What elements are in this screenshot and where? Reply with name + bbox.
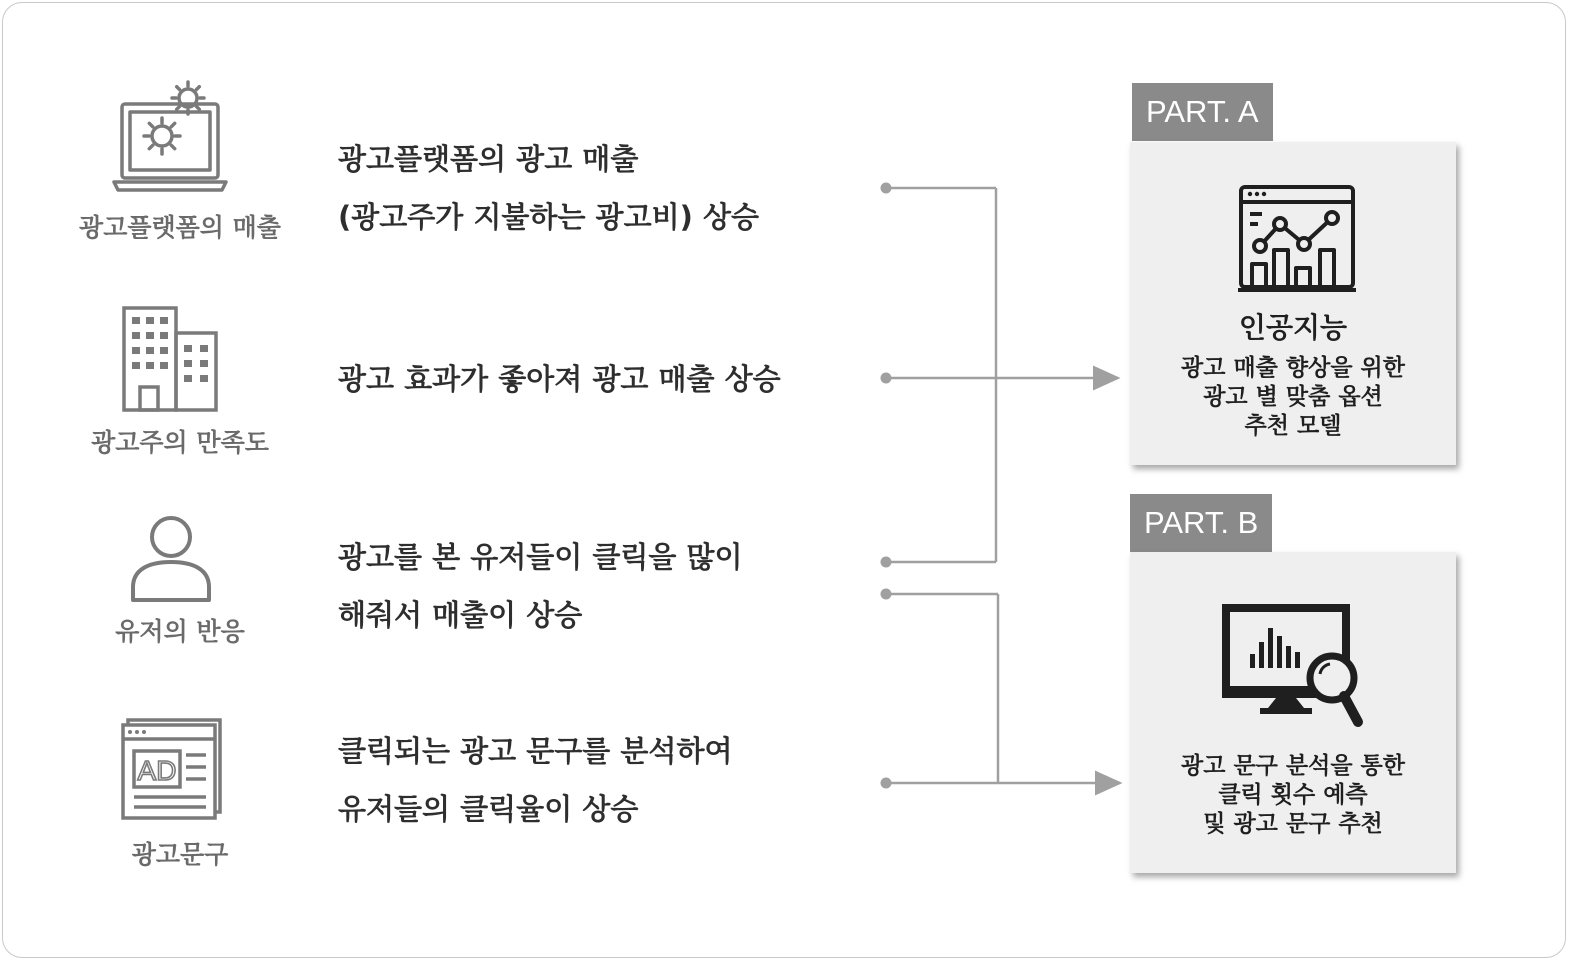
part-a-line: 추천 모델 (1244, 413, 1342, 439)
part-b-tab: PART. B (1130, 494, 1272, 552)
part-b-box (1130, 552, 1456, 873)
connector-dot (881, 373, 892, 384)
connector-dot (881, 557, 892, 568)
part-a-box (1130, 142, 1456, 465)
desc-line: 광고 효과가 좋아져 광고 매출 상승 (338, 362, 781, 396)
connector-dot (881, 778, 892, 789)
label-platform-revenue: 광고플랫폼의 매출 (79, 213, 281, 242)
part-b-description (1130, 752, 1456, 839)
connector-dot (881, 589, 892, 600)
part-a-line: 광고 매출 향상을 위한 (1181, 355, 1405, 381)
part-a-title: 인공지능 (1238, 311, 1348, 344)
desc-platform-revenue (338, 130, 759, 246)
connector-dot (881, 183, 892, 194)
desc-line: 유저들의 클릭율이 상승 (338, 792, 639, 826)
building-icon (120, 305, 220, 413)
desc-line: (광고주가 지불하는 광고비) 상승 (338, 200, 759, 234)
part-b-line: 및 광고 문구 추천 (1203, 811, 1383, 837)
label-user-reaction: 유저의 반응 (115, 617, 245, 646)
desc-line: 해줘서 매출이 상승 (338, 598, 583, 632)
svg-text:AD: AD (137, 755, 177, 786)
analytics-dashboard-icon (1238, 184, 1356, 294)
desc-line: 광고를 본 유저들이 클릭을 많이 (338, 540, 743, 574)
part-b-line: 클릭 횟수 예측 (1218, 782, 1368, 808)
ad-document-icon (120, 717, 224, 821)
desc-advertiser-satisfaction (338, 350, 781, 408)
label-ad-copy: 광고문구 (131, 840, 229, 869)
desc-user-reaction (338, 528, 743, 644)
desc-ad-copy (338, 722, 732, 838)
part-a-description (1130, 354, 1456, 441)
desc-line: 광고플랫폼의 광고 매출 (338, 142, 639, 176)
part-b-line: 광고 문구 분석을 통한 (1181, 753, 1405, 779)
desc-line: 클릭되는 광고 문구를 분석하여 (338, 734, 733, 768)
label-advertiser-satisfaction: 광고주의 만족도 (91, 428, 269, 457)
laptop-gear-icon (112, 78, 228, 198)
monitor-search-icon (1220, 602, 1370, 730)
user-icon (128, 515, 214, 605)
part-a-tab: PART. A (1132, 83, 1273, 141)
part-a-line: 광고 별 맞춤 옵션 (1203, 384, 1383, 410)
